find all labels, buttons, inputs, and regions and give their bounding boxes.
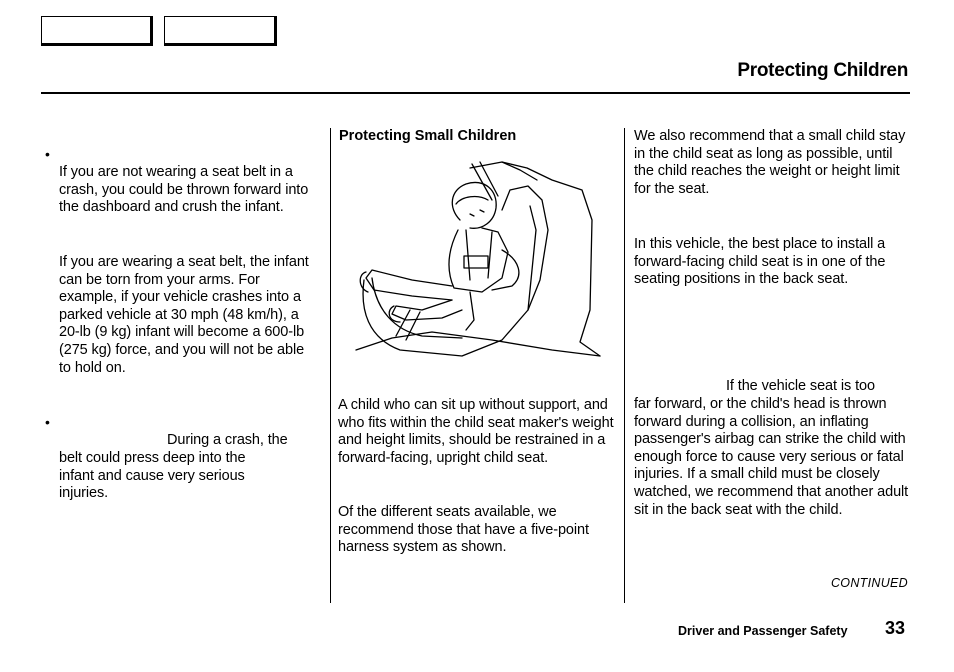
- col1-paragraph-3: belt could press deep into the infant and cause very serious injuries.: [59, 450, 246, 502]
- nav-tab-1[interactable]: [41, 16, 153, 46]
- bullet-1: •: [45, 146, 50, 162]
- column-divider-1: [330, 128, 331, 603]
- page-number: 33: [885, 618, 906, 638]
- col1-paragraph-1: If you are not wearing a seat belt in a crash, you could be thrown forward into the dashboard and crush the infant.: [59, 164, 309, 216]
- col3-paragraph-2: In this vehicle, the best place to install a forward-facing child seat is in one of the seating positions in the back seat.: [634, 236, 886, 288]
- title-rule: [41, 92, 910, 94]
- col3-paragraph-1: We also recommend that a small child stay in the child seat as long as possible, until the child reaches the weight or height limit for the seat.: [634, 128, 906, 197]
- section-heading: Protecting Small Children: [339, 128, 517, 144]
- child-seat-illustration: [352, 160, 602, 368]
- column-divider-2: [624, 128, 625, 603]
- col3-paragraph-3-tail: If the vehicle seat is too: [726, 378, 875, 394]
- col1-paragraph-3-tail: During a crash, the: [167, 432, 288, 448]
- page-title: Protecting Children: [737, 60, 908, 81]
- continued-label: CONTINUED: [830, 576, 908, 590]
- col2-paragraph-2: Of the different seats available, we recommend those that have a five-point harness system as shown.: [338, 504, 589, 556]
- footer-section-label: Driver and Passenger Safety: [678, 624, 848, 638]
- col1-paragraph-2: If you are wearing a seat belt, the infant can be torn from your arms. For example, if your vehicle crashes into a parked vehicle at 30 mph (48 km/h), a 20-lb (9 kg) infant will become a 600-lb (275 kg) force, and you will not be able to hold on.: [59, 254, 309, 376]
- nav-tab-2[interactable]: [164, 16, 277, 46]
- bullet-2: •: [45, 414, 50, 430]
- col2-paragraph-1: A child who can sit up without support, and who fits within the child seat maker's weight and height limits, should be restrained in a forward-facing, upright child seat.: [338, 397, 614, 466]
- col3-paragraph-3: far forward, or the child's head is thrown forward during a collision, an inflating passenger's airbag can strike the child with enough force to cause very serious or fatal injuries. If a small child must be closely watched, we recommend that another adult sit in the back seat with the child.: [634, 396, 909, 518]
